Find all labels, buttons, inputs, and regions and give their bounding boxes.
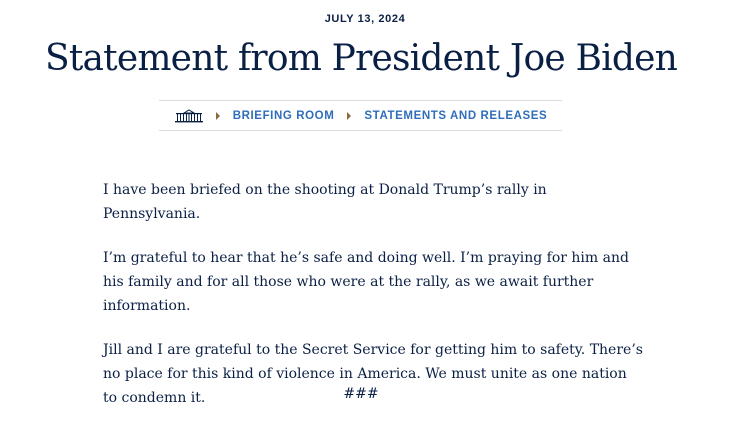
article-paragraph: Jill and I are grateful to the Secret Service for getting him to safety. There’s no place for this kind of violence in America. We must unite as one nation to condemn it. — [103, 342, 643, 406]
article-date: JULY 13, 2024 — [324, 13, 406, 25]
end-mark: ### — [343, 386, 379, 402]
white-house-icon[interactable] — [174, 109, 204, 123]
article-paragraph: I have been briefed on the shooting at Donald Trump’s rally in Pennsylvania. — [103, 182, 547, 222]
article-paragraph: I’m grateful to hear that he’s safe and doing well. I’m praying for him and his family and for all those who were at the rally, as we await further information. — [103, 250, 629, 314]
breadcrumb-link-briefing-room[interactable]: BRIEFING ROOM — [232, 109, 335, 122]
page-title: Statement from President Joe Biden — [44, 38, 677, 79]
chevron-right-icon — [347, 112, 351, 120]
breadcrumb — [159, 100, 562, 131]
breadcrumb-link-statements-and-releases[interactable]: STATEMENTS AND RELEASES — [364, 109, 548, 122]
chevron-right-icon — [216, 112, 220, 120]
white-house-icon-graphic — [174, 109, 204, 123]
